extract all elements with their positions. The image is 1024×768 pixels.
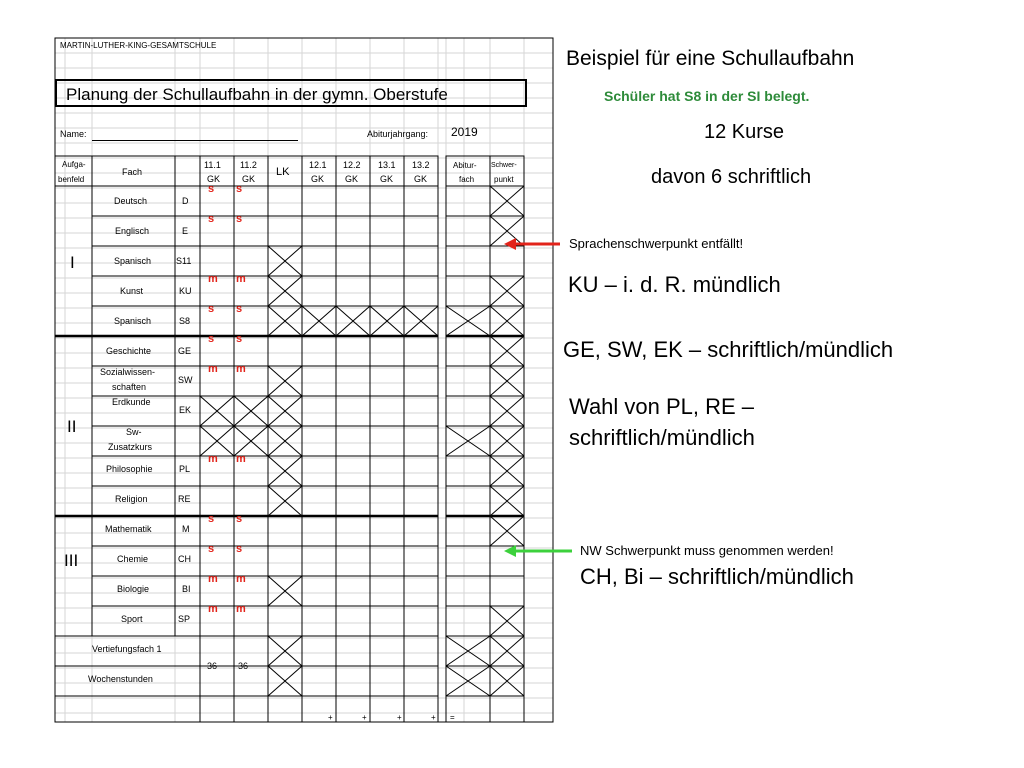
notes-subheading: Schüler hat S8 in der SI belegt. — [604, 88, 810, 104]
header-12-1-gk: GK — [311, 174, 325, 184]
subject-mathematik: Mathematik — [105, 524, 152, 534]
subject-kunst: Kunst — [120, 286, 144, 296]
course-mark-s111: m — [208, 603, 218, 615]
course-mark-s111: m — [208, 273, 218, 285]
course-mark-s112: s — [236, 213, 243, 225]
header-11-2: 11.2 — [240, 160, 257, 170]
sum-equals: = — [450, 713, 455, 722]
course-mark-s112: m — [236, 603, 246, 615]
subject-biologie: Biologie — [117, 584, 150, 594]
course-mark-s111: m — [208, 363, 218, 375]
header-abiturfach: Abitur- — [453, 161, 477, 170]
abbr-philosophie: PL — [179, 464, 191, 474]
subject-philosophie: Philosophie — [106, 464, 153, 474]
abbr-erdkunde: EK — [179, 405, 192, 415]
subject-deutsch: Deutsch — [114, 196, 148, 206]
note-wahl-pl-re-2: schriftlich/mündlich — [569, 425, 755, 450]
course-mark-s111: s — [208, 303, 215, 315]
abbr-spanisch-8: S8 — [179, 316, 191, 326]
abbr-geschichte: GE — [178, 346, 192, 356]
aufgabenfeld-iii: III — [64, 551, 79, 570]
hours-11-2: 36 — [238, 661, 249, 671]
sum-plus-13-1: + — [397, 713, 402, 722]
sum-plus-12-2: + — [362, 713, 367, 722]
abbr-sport: SP — [178, 614, 191, 624]
subject-religion: Religion — [115, 494, 148, 504]
header-abiturfach-2: fach — [459, 175, 475, 184]
abbr-mathematik: M — [182, 524, 190, 534]
note-wahl-pl-re: Wahl von PL, RE – — [569, 394, 755, 419]
header-12-1: 12.1 — [309, 160, 327, 170]
sum-plus-13-2: + — [431, 713, 436, 722]
notes-heading: Beispiel für eine Schullaufbahn — [566, 47, 855, 70]
subject-sozialwissenschaften: Sozialwissen- — [100, 367, 156, 377]
subject-sozialwissenschaften-2: schaften — [112, 382, 147, 392]
course-mark-s112: m — [236, 363, 246, 375]
abitur-label: Abiturjahrgang: — [367, 129, 429, 139]
header-13-2: 13.2 — [412, 160, 430, 170]
header-13-1: 13.1 — [378, 160, 396, 170]
header-fach: Fach — [122, 167, 143, 177]
header-12-2: 12.2 — [343, 160, 361, 170]
course-mark-s111: s — [208, 183, 215, 195]
abbr-kunst: KU — [179, 286, 192, 296]
course-mark-s112: m — [236, 273, 246, 285]
aufgabenfeld-ii: II — [67, 417, 77, 436]
note-schriftlich: davon 6 schriftlich — [651, 166, 812, 188]
school-name: MARTIN-LUTHER-KING-GESAMTSCHULE — [60, 41, 217, 50]
subject-geschichte: Geschichte — [106, 346, 152, 356]
subject-sport: Sport — [121, 614, 143, 624]
header-lk: LK — [276, 166, 290, 178]
course-mark-s112: s — [236, 303, 243, 315]
name-field[interactable] — [92, 140, 298, 141]
wochenstunden-label: Wochenstunden — [88, 674, 153, 684]
course-mark-s112: s — [236, 333, 243, 345]
course-mark-s112: s — [236, 513, 243, 525]
header-13-1-gk: GK — [380, 174, 394, 184]
note-sprachen: Sprachenschwerpunkt entfällt! — [569, 236, 744, 251]
course-mark-s111: s — [208, 543, 215, 555]
course-mark-s112: s — [236, 183, 243, 195]
course-mark-s112: m — [236, 453, 246, 465]
abbr-spanisch-11: S11 — [176, 256, 192, 266]
note-ge-sw-ek: GE, SW, EK – schriftlich/mündlich — [563, 337, 894, 362]
course-mark-s112: s — [236, 543, 243, 555]
header-11-2-gk: GK — [242, 174, 256, 184]
header-13-2-gk: GK — [414, 174, 428, 184]
subject-chemie: Chemie — [117, 554, 149, 564]
course-mark-s111: s — [208, 333, 215, 345]
header-11-1: 11.1 — [204, 160, 221, 170]
note-ch-bi: CH, Bi – schriftlich/mündlich — [580, 564, 854, 589]
course-mark-s111: m — [208, 573, 218, 585]
course-mark-s111: s — [208, 213, 215, 225]
subject-englisch: Englisch — [115, 226, 150, 236]
header-aufgabenfeld-2: benfeld — [58, 175, 85, 184]
abbr-sozialwissenschaften: SW — [178, 375, 193, 385]
abbr-biologie: BI — [182, 584, 191, 594]
vertiefungsfach-label: Vertiefungsfach 1 — [92, 644, 162, 654]
header-12-2-gk: GK — [345, 174, 359, 184]
note-nw-schwerpunkt: NW Schwerpunkt muss genommen werden! — [580, 543, 834, 558]
header-11-1-gk: GK — [207, 174, 221, 184]
course-mark-s112: m — [236, 573, 246, 585]
course-mark-s111: s — [208, 513, 215, 525]
course-mark-s111: m — [208, 453, 218, 465]
header-aufgabenfeld: Aufga- — [62, 160, 86, 169]
name-label: Name: — [60, 129, 87, 139]
subject-sw-zusatzkurs: Sw- — [126, 427, 142, 437]
abitur-year: 2019 — [451, 125, 478, 139]
note-ku: KU – i. d. R. mündlich — [568, 272, 781, 297]
header-schwerpunkt: Schwer- — [491, 162, 517, 169]
form-title: Planung der Schullaufbahn in der gymn. Oberstufe — [66, 85, 448, 104]
abbr-deutsch: D — [182, 196, 189, 206]
abbr-religion: RE — [178, 494, 191, 504]
aufgabenfeld-i: I — [70, 253, 75, 272]
subject-spanisch-11: Spanisch — [114, 256, 152, 266]
header-schwerpunkt-2: punkt — [494, 175, 514, 184]
subject-spanisch-8: Spanisch — [114, 316, 152, 326]
abbr-chemie: CH — [178, 554, 191, 564]
abbr-englisch: E — [182, 226, 189, 236]
subject-erdkunde: Erdkunde — [112, 397, 151, 407]
sum-plus-12-1: + — [328, 713, 333, 722]
hours-11-1: 36 — [207, 661, 218, 671]
subject-sw-zusatzkurs-2: Zusatzkurs — [108, 442, 153, 452]
note-kurse: 12 Kurse — [704, 121, 785, 143]
